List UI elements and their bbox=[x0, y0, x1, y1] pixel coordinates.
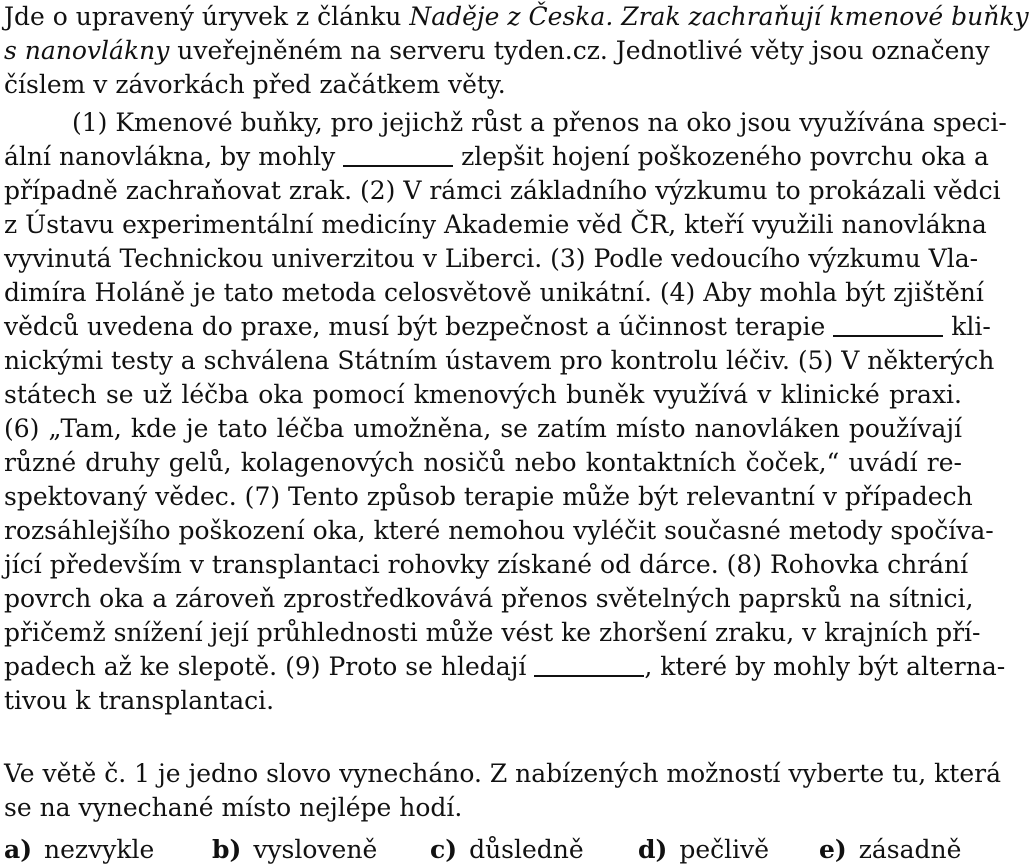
paragraph-line-9: státech se už léčba oka pomocí kmenových buněk využívá v klinické praxi. bbox=[4, 380, 962, 409]
paragraph-line-16: přičemž snížení její průhlednosti může vést ke zhoršení zraku, v krajních pří- bbox=[4, 618, 981, 647]
paragraph-line-3: případně zachraňovat zrak. (2) V rámci základního výzkumu to prokázali vědci bbox=[4, 176, 1001, 205]
intro-line-2: s nanovlákny uveřejněném na serveru tyden.cz. Jednotlivé věty jsou označeny bbox=[4, 36, 990, 65]
paragraph-line-12: spektovaný vědec. (7) Tento způsob terapie může být relevantní v případech bbox=[4, 482, 973, 511]
option-d[interactable] bbox=[638, 833, 769, 867]
paragraph-line-17: padech až ke slepotě. (9) Proto se hledají , které by mohly být alterna- bbox=[4, 652, 1006, 681]
paragraph-line-1: (1) Kmenové buňky, pro jejichž růst a přenos na oko jsou využívána speci- bbox=[72, 108, 1007, 137]
paragraph-line-18: tivou k transplantaci. bbox=[4, 686, 275, 715]
intro-line-3: číslem v závorkách před začátkem věty. bbox=[4, 70, 506, 99]
blank-sentence-9 bbox=[534, 655, 644, 677]
paragraph-line-11: různé druhy gelů, kolagenových nosičů nebo kontaktních čoček,“ uvádí re- bbox=[4, 448, 962, 477]
option-b-text: vysloveně bbox=[253, 835, 378, 864]
paragraph-line-5: vyvinutá Technickou univerzitou v Liberci. (3) Podle vedoucího výzkumu Vla- bbox=[4, 244, 979, 273]
paragraph-line-8: nickými testy a schválena Státním ústavem pro kontrolu léčiv. (5) V některých bbox=[4, 346, 995, 375]
question-line-1: Ve větě č. 1 je jedno slovo vynecháno. Z nabízených možností vyberte tu, která bbox=[4, 759, 1001, 788]
option-e[interactable] bbox=[819, 833, 961, 867]
option-a-text: nezvykle bbox=[44, 835, 155, 864]
option-c[interactable] bbox=[430, 833, 584, 867]
paragraph-line-2: ální nanovlákna, by mohly zlepšit hojení poškozeného povrchu oka a bbox=[4, 142, 989, 171]
option-d-text: pečlivě bbox=[679, 835, 770, 864]
paragraph-line-13: rozsáhlejšího poškození oka, které nemohou vyléčit současné metody spočíva- bbox=[4, 516, 994, 545]
paragraph-line-4: z Ústavu experimentální medicíny Akademie věd ČR, kteří využili nanovlákna bbox=[4, 210, 987, 239]
option-e-letter: e) bbox=[819, 835, 847, 864]
option-b-letter: b) bbox=[212, 835, 242, 864]
question-line-2: se na vynechané místo nejlépe hodí. bbox=[4, 793, 463, 822]
option-b[interactable] bbox=[212, 833, 377, 867]
paragraph-line-14: jící především v transplantaci rohovky získané od dárce. (8) Rohovka chrání bbox=[4, 550, 969, 579]
paragraph-line-15: povrch oka a zároveň zprostředkovává přenos světelných paprsků na sítnici, bbox=[4, 584, 974, 613]
intro-line-1: Jde o upravený úryvek z článku Naděje z Česka. Zrak zachraňují kmenové buňky bbox=[4, 2, 1029, 31]
paragraph-line-6: dimíra Holáně je tato metoda celosvětově unikátní. (4) Aby mohla být zjištění bbox=[4, 278, 984, 307]
option-a-letter: a) bbox=[4, 835, 33, 864]
paragraph-line-10: (6) „Tam, kde je tato léčba umožněna, se zatím místo nanovláken používají bbox=[4, 414, 962, 443]
blank-sentence-4 bbox=[833, 315, 943, 337]
option-e-text: zásadně bbox=[858, 835, 962, 864]
option-c-letter: c) bbox=[430, 835, 458, 864]
option-c-text: důsledně bbox=[469, 835, 584, 864]
paragraph-line-7: vědců uvedena do praxe, musí být bezpečnost a účinnost terapie kli- bbox=[4, 312, 991, 341]
answer-options bbox=[4, 833, 962, 867]
option-d-letter: d) bbox=[638, 835, 668, 864]
blank-sentence-1 bbox=[343, 145, 453, 167]
option-a[interactable] bbox=[4, 833, 154, 867]
